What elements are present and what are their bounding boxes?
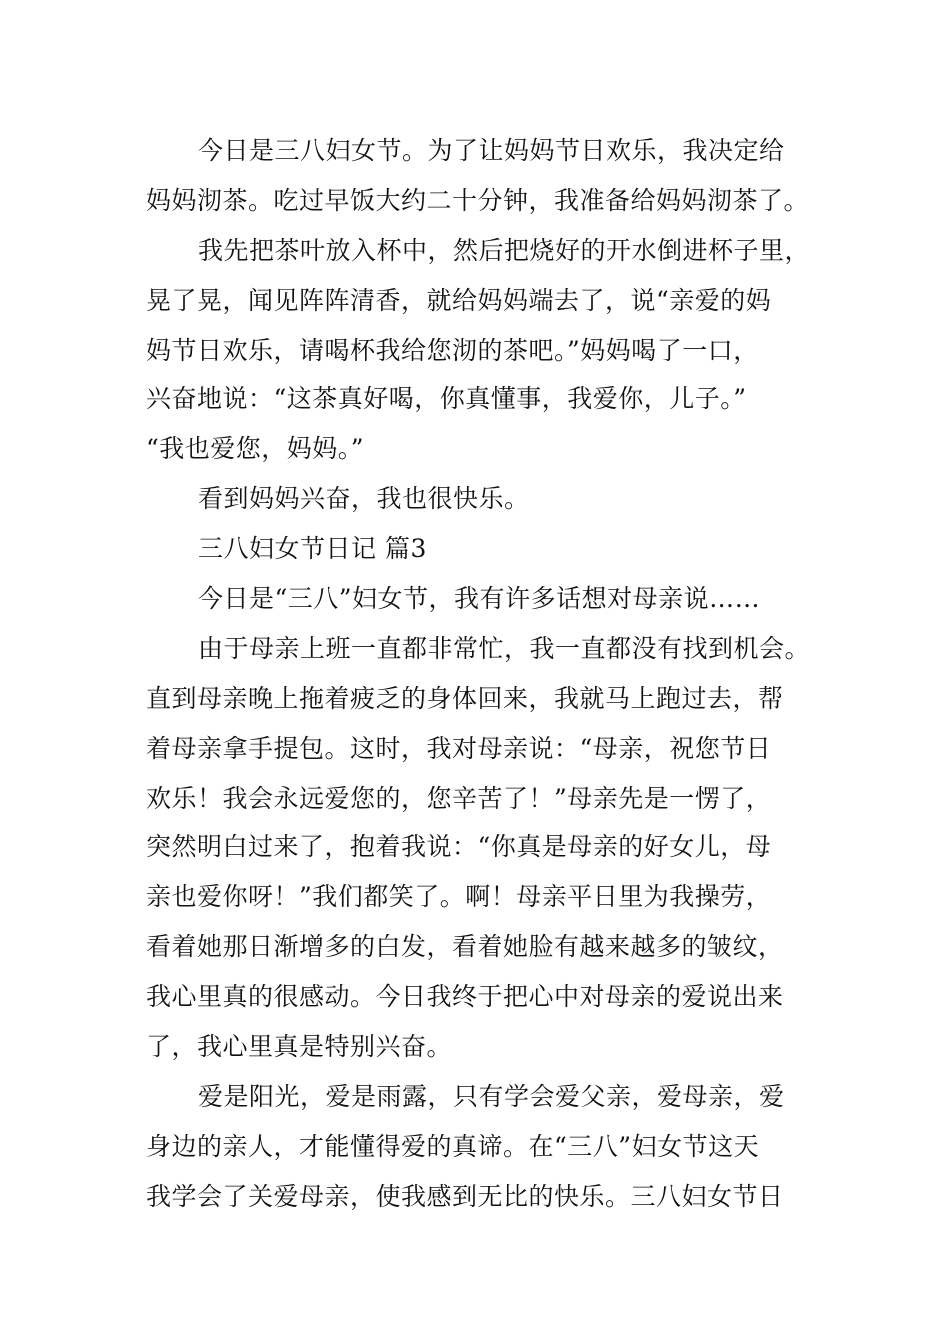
- text-line: 直到母亲晚上拖着疲乏的身体回来，我就马上跑过去，帮: [146, 684, 784, 713]
- text-line: 兴奋地说：“这茶真好喝，你真懂事，我爱你，儿子。”: [146, 384, 747, 413]
- text-line: 亲也爱你呀！”我们都笑了。啊！母亲平日里为我操劳，: [146, 882, 772, 911]
- text-line: 妈节日欢乐，请喝杯我给您沏的茶吧。”妈妈喝了一口，: [146, 336, 759, 365]
- text-line: 了，我心里真是特别兴奋。: [146, 1032, 453, 1061]
- text-line: 晃了晃，闻见阵阵清香，就给妈妈端去了，说“亲爱的妈: [146, 286, 772, 315]
- text-line: 看着她那日渐增多的白发，看着她脸有越来越多的皱纹，: [146, 932, 784, 961]
- text-line: 我先把茶叶放入杯中，然后把烧好的开水倒进杯子里，: [198, 236, 811, 265]
- text-line: 妈妈沏茶。吃过早饭大约二十分钟，我准备给妈妈沏茶了。: [146, 186, 810, 215]
- text-line: 欢乐！我会永远爱您的，您辛苦了！”母亲先是一愣了，: [146, 784, 772, 813]
- text-line: 着母亲拿手提包。这时，我对母亲说：“母亲，祝您节日: [146, 734, 772, 763]
- section-heading: 三八妇女节日记 篇3: [198, 534, 427, 563]
- text-line: 今日是三八妇女节。为了让妈妈节日欢乐，我决定给: [198, 136, 785, 165]
- text-line: 由于母亲上班一直都非常忙，我一直都没有找到机会。: [198, 634, 811, 663]
- text-line: 爱是阳光，爱是雨露，只有学会爱父亲，爱母亲，爱: [198, 1082, 785, 1111]
- text-line: 突然明白过来了，抱着我说：“你真是母亲的好女儿，母: [146, 832, 772, 861]
- text-line: 身边的亲人，才能懂得爱的真谛。在“三八”妇女节这天: [146, 1132, 760, 1161]
- text-line: “我也爱您，妈妈。”: [146, 434, 365, 463]
- text-line: 今日是“三八”妇女节，我有许多话想对母亲说……: [198, 584, 761, 613]
- text-line: 我学会了关爱母亲，使我感到无比的快乐。三八妇女节日: [146, 1182, 784, 1211]
- text-line: 看到妈妈兴奋，我也很快乐。: [198, 484, 530, 513]
- text-line: 我心里真的很感动。今日我终于把心中对母亲的爱说出来: [146, 982, 784, 1011]
